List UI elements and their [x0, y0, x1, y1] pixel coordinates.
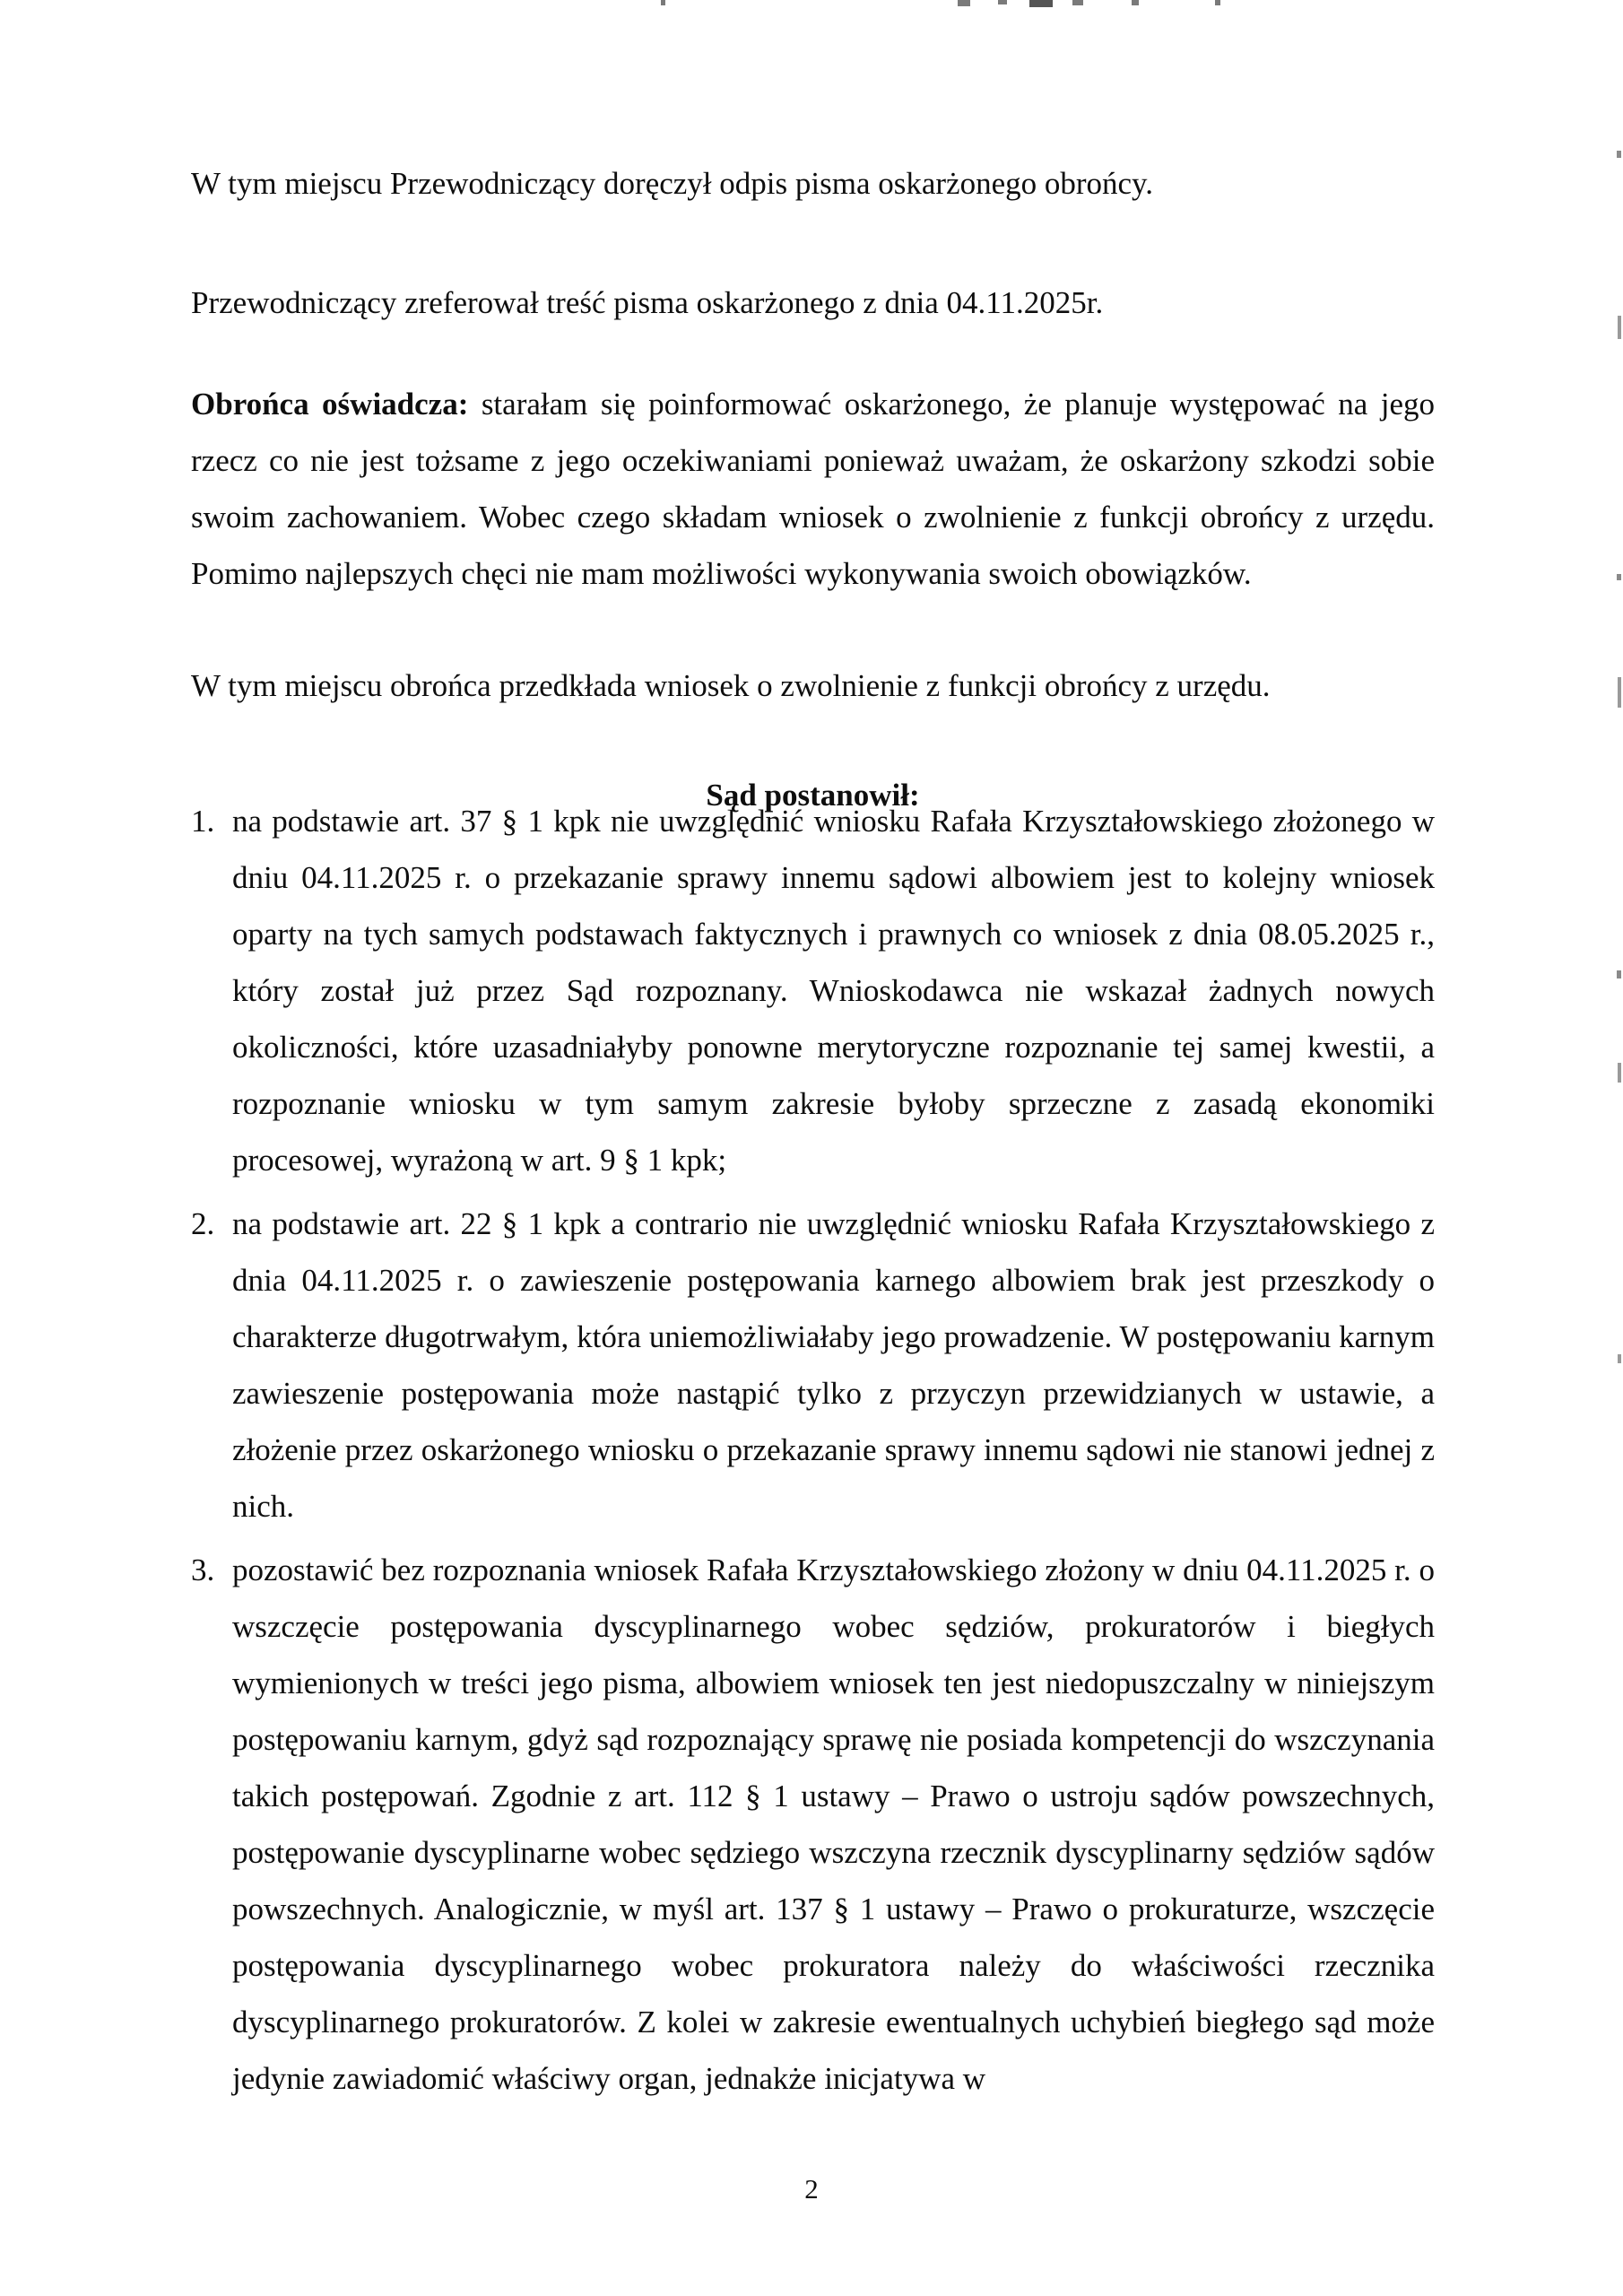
scan-artifact — [1617, 151, 1621, 158]
paragraph-defender-statement — [191, 376, 1435, 602]
ruling-heading: Sąd postanowił: — [706, 778, 920, 813]
scan-artifact — [1617, 970, 1621, 978]
scan-artifact — [1618, 316, 1621, 339]
scan-artifact — [998, 0, 1007, 4]
ruling-item-3-text: pozostawić bez rozpoznania wniosek Rafała Krzyształowskiego złożony w dniu 04.11.2025 r. o wszczęcie postępowania dyscyplinarnego wobec sędziów, prokuratorów i biegłych wymienionych w treści jego pisma, albowiem wniosek ten jest niedopuszczalny w niniejszym postępowaniu karnym, gdyż sąd rozpoznający sprawę nie posiada kompetencji do wszczynania takich postępowań. Zgodnie z art. 112 § 1 ustawy – Prawo o ustroju sądów powszechnych, postępowanie dyscyplinarne wobec sędziego wszczyna rzecznik dyscyplinarny sędziów sądów powszechnych. Analogicznie, w myśl art. 137 § 1 ustawy – Prawo o prokuraturze, wszczęcie postępowania dyscyplinarnego wobec prokuratora należy do właściwości rzecznika dyscyplinarnego prokuratorów. Z kolei w zakresie ewentualnych uchybień biegłego sąd może jedynie zawiadomić właściwy organ, jednakże inicjatywa w — [232, 1552, 1435, 2096]
ruling-list — [191, 793, 1435, 2114]
ruling-item-1-text: na podstawie art. 37 § 1 kpk nie uwzględnić wniosku Rafała Krzyształowskiego złożonego w dniu 04.11.2025 r. o przekazanie sprawy innemu sądowi albowiem jest to kolejny wniosek oparty na tych samych podstawach faktycznych i prawnych co wniosek z dnia 08.05.2025 r., który został już przez Sąd rozpoznany. Wnioskodawca nie wskazał żadnych nowych okoliczności, które uzasadniałyby ponowne merytoryczne rozpoznanie tej samej kwestii, a rozpoznanie wniosku w tym samym zakresie byłoby sprzeczne z zasadą ekonomiki procesowej, wyrażoną w art. 9 § 1 kpk; — [232, 804, 1435, 1178]
ruling-item-1 — [191, 793, 1435, 1188]
ruling-item-2-text: na podstawie art. 22 § 1 kpk a contrario nie uwzględnić wniosku Rafała Krzyształowskiego z dnia 04.11.2025 r. o zawieszenie postępowania karnego albowiem brak jest przeszkody o charakterze długotrwałym, która uniemożliwiałaby jego prowadzenie. W postępowaniu karnym zawieszenie postępowania może nastąpić tylko z przyczyn przewidzianych w ustawie, a złożenie przez oskarżonego wniosku o przekazanie sprawy innemu sądowi nie stanowi jednej z nich. — [232, 1206, 1435, 1524]
paragraph-delivery-note: W tym miejscu Przewodniczący doręczył odpis pisma oskarżonego obrońcy. — [191, 166, 1154, 201]
ruling-item-2 — [191, 1196, 1435, 1535]
defender-statement-body: starałam się poinformować oskarżonego, że planuje występować na jego rzecz co nie jest tożsame z jego oczekiwaniami ponieważ uważam, że oskarżony szkodzi sobie swoim zachowaniem. Wobec czego składam wniosek o zwolnienie z funkcji obrońcy z urzędu. Pomimo najlepszych chęci nie mam możliwości wykonywania swoich obowiązków. — [191, 387, 1435, 591]
scan-artifact — [1215, 0, 1220, 5]
paragraph-referral-note: Przewodniczący zreferował treść pisma oskarżonego z dnia 04.11.2025r. — [191, 285, 1104, 320]
page-number: 2 — [804, 2173, 819, 2205]
ruling-item-3 — [191, 1542, 1435, 2107]
scan-artifact — [1618, 1063, 1621, 1083]
paragraph-motion-note: W tym miejscu obrońca przedkłada wniosek o zwolnienie z funkcji obrońcy z urzędu. — [191, 668, 1271, 703]
scan-artifact — [958, 0, 970, 6]
scan-artifact — [1618, 677, 1621, 708]
ruling-item-2-number: 2. — [191, 1206, 215, 1241]
scan-artifact — [1618, 1354, 1621, 1363]
ruling-item-1-number: 1. — [191, 804, 215, 839]
scan-artifact — [1617, 574, 1621, 580]
defender-statement-lead: Obrońca oświadcza: — [191, 387, 469, 422]
scan-artifact — [1132, 0, 1139, 5]
ruling-item-3-number: 3. — [191, 1552, 215, 1587]
scan-artifact — [1029, 0, 1053, 7]
scan-artifact — [661, 0, 665, 5]
scan-artifact — [1072, 0, 1083, 5]
